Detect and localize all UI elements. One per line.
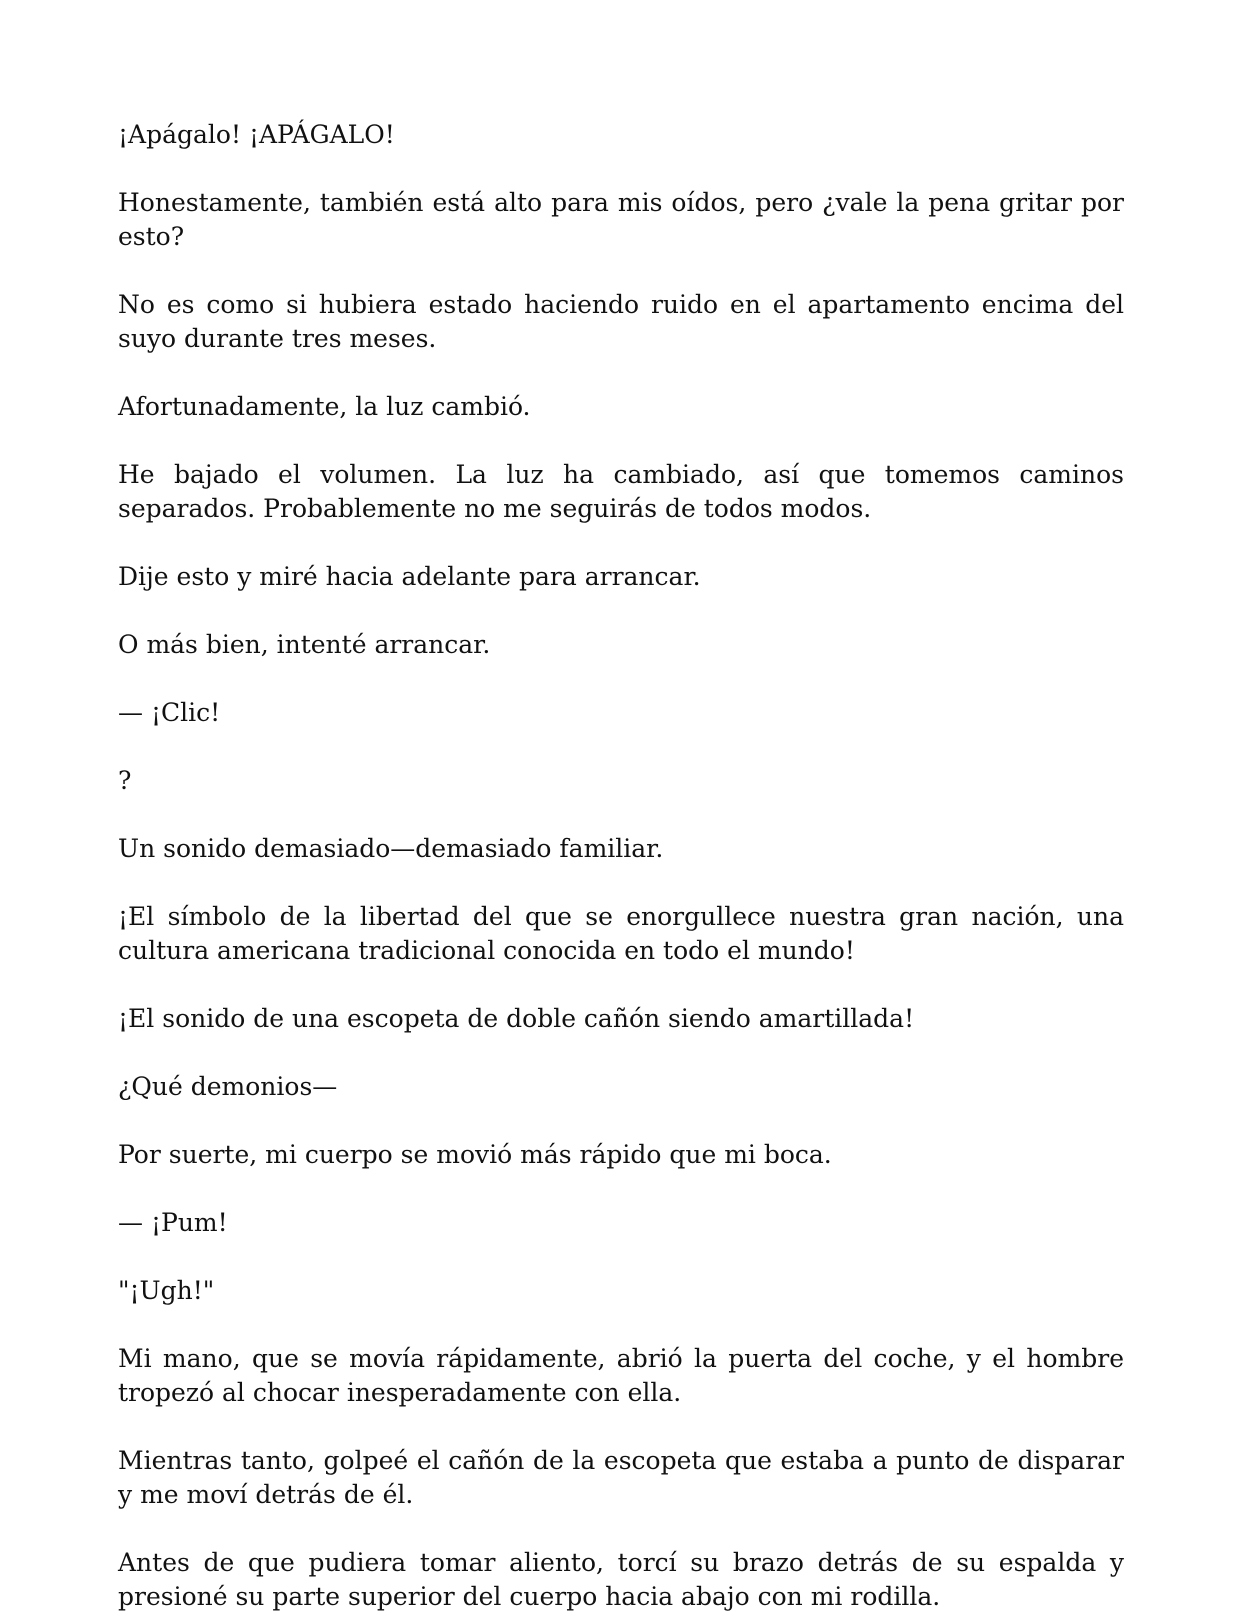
paragraph: O más bien, intenté arrancar. <box>118 630 491 659</box>
paragraph: Mi mano, que se movía rápidamente, abrió la puerta del coche, y el hombre tropezó al chocar inesperadamente con ella. <box>118 1344 1124 1407</box>
paragraph: — ¡Pum! <box>118 1208 228 1237</box>
paragraph: ¡El sonido de una escopeta de doble cañón siendo amartillada! <box>118 1004 915 1033</box>
paragraph: Antes de que pudiera tomar aliento, torcí su brazo detrás de su espalda y presioné su parte superior del cuerpo hacia abajo con mi rodilla. <box>118 1548 1124 1611</box>
document-body <box>118 118 1124 1617</box>
paragraph: No es como si hubiera estado haciendo ruido en el apartamento encima del suyo durante tres meses. <box>118 290 1124 353</box>
paragraph: ¡Apágalo! ¡APÁGALO! <box>118 120 395 149</box>
paragraph: Honestamente, también está alto para mis oídos, pero ¿vale la pena gritar por esto? <box>118 188 1124 251</box>
paragraph: Dije esto y miré hacia adelante para arrancar. <box>118 562 701 591</box>
paragraph: "¡Ugh!" <box>118 1276 215 1305</box>
paragraph: Mientras tanto, golpeé el cañón de la escopeta que estaba a punto de disparar y me moví detrás de él. <box>118 1446 1124 1509</box>
paragraph: — ¡Clic! <box>118 698 221 727</box>
paragraph: ¿Qué demonios— <box>118 1072 338 1101</box>
paragraph: Afortunadamente, la luz cambió. <box>118 392 531 421</box>
paragraph: Por suerte, mi cuerpo se movió más rápido que mi boca. <box>118 1140 832 1169</box>
paragraph: ? <box>118 766 132 795</box>
paragraph: Un sonido demasiado—demasiado familiar. <box>118 834 664 863</box>
paragraph: He bajado el volumen. La luz ha cambiado, así que tomemos caminos separados. Probablemente no me seguirás de todos modos. <box>118 460 1124 523</box>
paragraph: ¡El símbolo de la libertad del que se enorgullece nuestra gran nación, una cultura americana tradicional conocida en todo el mundo! <box>118 902 1124 965</box>
